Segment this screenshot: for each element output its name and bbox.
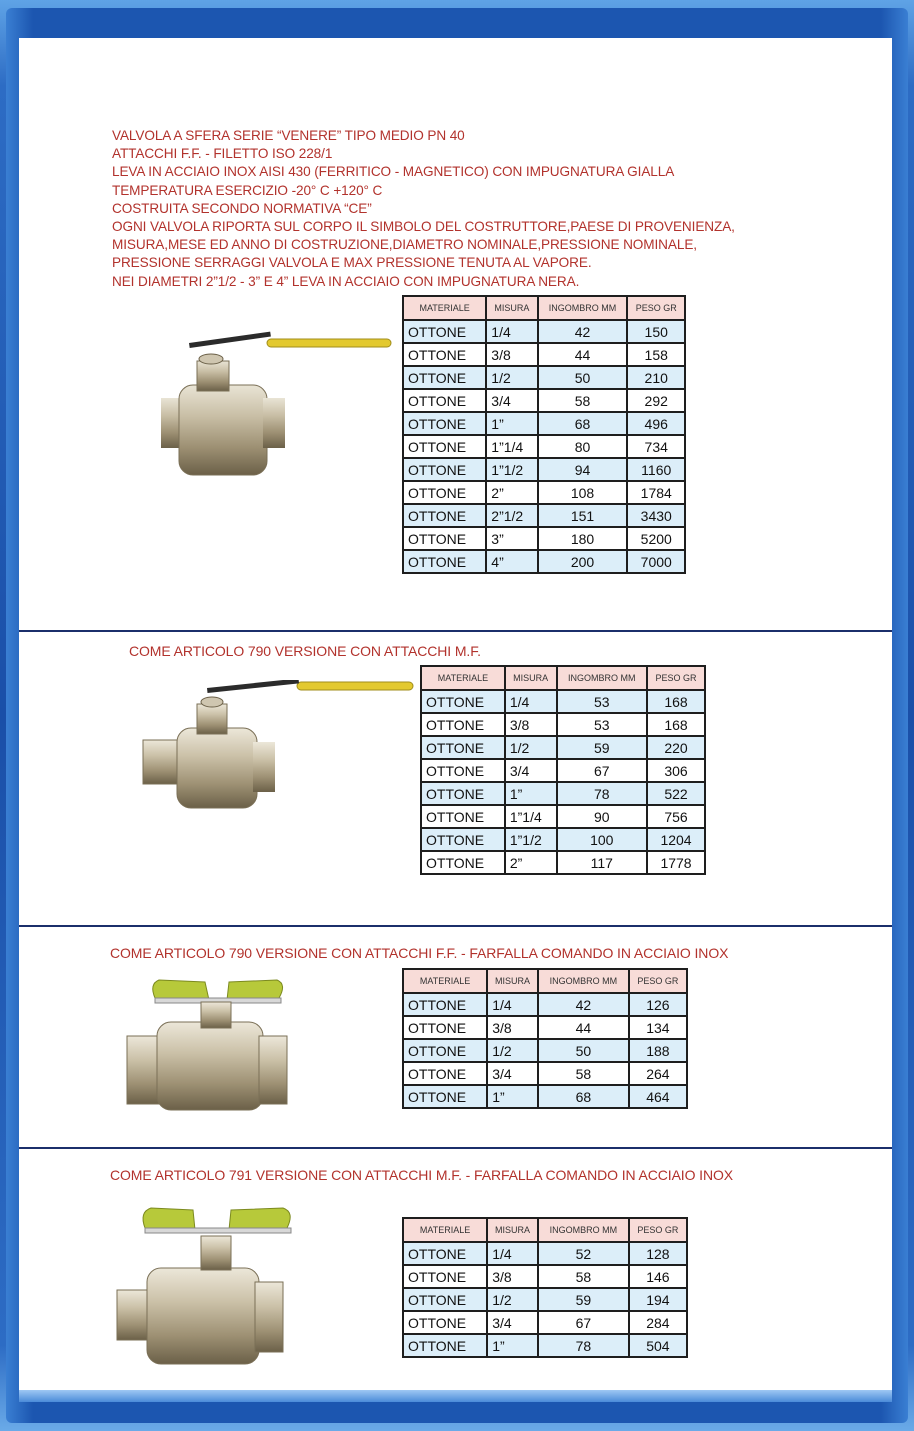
cell-peso: 210 <box>627 366 685 389</box>
cell-misura: 3/4 <box>505 759 557 782</box>
table-header-row <box>403 1218 687 1242</box>
cell-materiale: OTTONE <box>421 828 505 851</box>
cell-materiale: OTTONE <box>421 851 505 874</box>
header-misura: MISURA <box>505 666 557 690</box>
cell-ingombro: 50 <box>538 366 628 389</box>
header-materiale: MATERIALE <box>403 1218 487 1242</box>
table-row <box>421 851 705 874</box>
spec-table-4 <box>402 1217 688 1358</box>
section3-caption: COME ARTICOLO 790 VERSIONE CON ATTACCHI F.F. - FARFALLA COMANDO IN ACCIAIO INOX <box>110 945 729 961</box>
header-misura: MISURA <box>486 296 537 320</box>
cell-materiale: OTTONE <box>403 1288 487 1311</box>
cell-misura: 3/8 <box>487 1265 538 1288</box>
cell-misura: 4” <box>486 550 537 573</box>
header-materiale: MATERIALE <box>403 969 487 993</box>
cell-misura: 1/2 <box>505 736 557 759</box>
table-header-row <box>421 666 705 690</box>
cell-materiale: OTTONE <box>403 435 486 458</box>
cell-ingombro: 117 <box>557 851 648 874</box>
frame-bottom-edge <box>19 1390 892 1402</box>
cell-ingombro: 44 <box>538 343 628 366</box>
cell-materiale: OTTONE <box>421 690 505 713</box>
cell-peso: 1204 <box>647 828 705 851</box>
description-line: MISURA,MESE ED ANNO DI COSTRUZIONE,DIAMETRO NOMINALE,PRESSIONE NOMINALE, <box>112 237 697 253</box>
cell-peso: 1778 <box>647 851 705 874</box>
ball-valve-lever-ff-icon <box>119 323 409 493</box>
cell-peso: 150 <box>627 320 685 343</box>
cell-peso: 496 <box>627 412 685 435</box>
cell-misura: 2” <box>505 851 557 874</box>
description-line: TEMPERATURA ESERCIZIO -20° C +120° C <box>112 182 383 198</box>
table-row <box>421 713 705 736</box>
header-peso: PESO GR <box>629 1218 687 1242</box>
cell-misura: 1/4 <box>487 993 538 1016</box>
cell-ingombro: 44 <box>538 1016 629 1039</box>
header-peso: PESO GR <box>629 969 687 993</box>
cell-materiale: OTTONE <box>403 343 486 366</box>
cell-ingombro: 200 <box>538 550 628 573</box>
section4-caption: COME ARTICOLO 791 VERSIONE CON ATTACCHI M.F. - FARFALLA COMANDO IN ACCIAIO INOX <box>110 1167 734 1183</box>
cell-peso: 7000 <box>627 550 685 573</box>
cell-materiale: OTTONE <box>421 736 505 759</box>
header-materiale: MATERIALE <box>421 666 505 690</box>
cell-peso: 168 <box>647 690 705 713</box>
cell-materiale: OTTONE <box>403 993 487 1016</box>
spec-table-3 <box>402 968 688 1109</box>
table-row <box>403 366 685 389</box>
section-divider <box>19 1147 892 1149</box>
table-row <box>403 1242 687 1265</box>
cell-peso: 128 <box>629 1242 687 1265</box>
cell-peso: 194 <box>629 1288 687 1311</box>
spec-table-1 <box>402 295 686 574</box>
table-row <box>403 458 685 481</box>
cell-peso: 146 <box>629 1265 687 1288</box>
cell-misura: 3/4 <box>487 1311 538 1334</box>
cell-misura: 1”1/4 <box>486 435 537 458</box>
table-row <box>403 550 685 573</box>
header-ingombro: INGOMBRO MM <box>538 296 628 320</box>
cell-misura: 1/4 <box>486 320 537 343</box>
cell-ingombro: 108 <box>538 481 628 504</box>
table-row <box>421 759 705 782</box>
cell-materiale: OTTONE <box>403 1085 487 1108</box>
cell-ingombro: 50 <box>538 1039 629 1062</box>
cell-ingombro: 58 <box>538 1062 629 1085</box>
ball-valve-lever-mf-icon <box>137 680 419 830</box>
cell-misura: 1” <box>487 1334 538 1357</box>
cell-ingombro: 59 <box>557 736 648 759</box>
cell-peso: 126 <box>629 993 687 1016</box>
cell-misura: 1” <box>487 1085 538 1108</box>
cell-peso: 734 <box>627 435 685 458</box>
cell-materiale: OTTONE <box>403 1016 487 1039</box>
cell-peso: 522 <box>647 782 705 805</box>
table-header-row <box>403 296 685 320</box>
cell-materiale: OTTONE <box>403 1265 487 1288</box>
table-row <box>403 1016 687 1039</box>
cell-peso: 504 <box>629 1334 687 1357</box>
ball-valve-butterfly-mf-icon <box>111 1202 311 1370</box>
header-ingombro: INGOMBRO MM <box>557 666 648 690</box>
table-row <box>421 805 705 828</box>
table-row <box>403 412 685 435</box>
product-description <box>112 127 735 291</box>
ball-valve-butterfly-ff-icon <box>119 972 319 1112</box>
cell-ingombro: 52 <box>538 1242 629 1265</box>
cell-ingombro: 53 <box>557 690 648 713</box>
table-row <box>403 1334 687 1357</box>
cell-misura: 1”1/4 <box>505 805 557 828</box>
table-header-row <box>403 969 687 993</box>
cell-misura: 3/4 <box>486 389 537 412</box>
table-row <box>403 1265 687 1288</box>
cell-materiale: OTTONE <box>421 782 505 805</box>
table-row <box>421 690 705 713</box>
cell-ingombro: 78 <box>557 782 648 805</box>
spec-table-2 <box>420 665 706 875</box>
cell-ingombro: 78 <box>538 1334 629 1357</box>
cell-misura: 1” <box>486 412 537 435</box>
header-ingombro: INGOMBRO MM <box>538 969 629 993</box>
table-row <box>421 736 705 759</box>
cell-peso: 264 <box>629 1062 687 1085</box>
cell-misura: 1/2 <box>487 1039 538 1062</box>
cell-peso: 292 <box>627 389 685 412</box>
table-row <box>403 435 685 458</box>
cell-misura: 2” <box>486 481 537 504</box>
cell-materiale: OTTONE <box>403 1242 487 1265</box>
cell-materiale: OTTONE <box>403 389 486 412</box>
cell-peso: 284 <box>629 1311 687 1334</box>
cell-ingombro: 68 <box>538 412 628 435</box>
cell-peso: 756 <box>647 805 705 828</box>
cell-ingombro: 42 <box>538 320 628 343</box>
description-line: VALVOLA A SFERA SERIE “VENERE” TIPO MEDIO PN 40 <box>112 128 465 143</box>
header-peso: PESO GR <box>647 666 705 690</box>
cell-materiale: OTTONE <box>403 1334 487 1357</box>
table-row <box>403 389 685 412</box>
description-line: ATTACCHI F.F. - FILETTO ISO 228/1 <box>112 146 333 162</box>
header-ingombro: INGOMBRO MM <box>538 1218 629 1242</box>
cell-peso: 464 <box>629 1085 687 1108</box>
cell-peso: 220 <box>647 736 705 759</box>
table-row <box>421 782 705 805</box>
cell-misura: 1/2 <box>486 366 537 389</box>
description-line: LEVA IN ACCIAIO INOX AISI 430 (FERRITICO - MAGNETICO) CON IMPUGNATURA GIALLA <box>112 164 675 180</box>
cell-peso: 1784 <box>627 481 685 504</box>
cell-materiale: OTTONE <box>403 1062 487 1085</box>
table-row <box>403 527 685 550</box>
cell-ingombro: 42 <box>538 993 629 1016</box>
cell-materiale: OTTONE <box>403 504 486 527</box>
cell-ingombro: 67 <box>557 759 648 782</box>
cell-ingombro: 180 <box>538 527 628 550</box>
cell-materiale: OTTONE <box>403 1039 487 1062</box>
cell-materiale: OTTONE <box>421 759 505 782</box>
table-row <box>403 1039 687 1062</box>
table-row <box>403 1062 687 1085</box>
cell-peso: 158 <box>627 343 685 366</box>
header-misura: MISURA <box>487 969 538 993</box>
cell-misura: 1”1/2 <box>486 458 537 481</box>
catalog-page <box>19 38 892 1390</box>
cell-peso: 188 <box>629 1039 687 1062</box>
description-line: OGNI VALVOLA RIPORTA SUL CORPO IL SIMBOLO DEL COSTRUTTORE,PAESE DI PROVENIENZA, <box>112 219 735 235</box>
cell-misura: 3/8 <box>505 713 557 736</box>
cell-materiale: OTTONE <box>421 713 505 736</box>
table-row <box>403 1311 687 1334</box>
cell-ingombro: 58 <box>538 1265 629 1288</box>
section2-caption: COME ARTICOLO 790 VERSIONE CON ATTACCHI M.F. <box>129 643 481 659</box>
cell-ingombro: 90 <box>557 805 648 828</box>
cell-materiale: OTTONE <box>403 1311 487 1334</box>
cell-peso: 3430 <box>627 504 685 527</box>
cell-misura: 1” <box>505 782 557 805</box>
table-row <box>403 320 685 343</box>
cell-ingombro: 67 <box>538 1311 629 1334</box>
cell-misura: 2”1/2 <box>486 504 537 527</box>
table-row <box>403 1085 687 1108</box>
section-divider <box>19 630 892 632</box>
table-row <box>403 1288 687 1311</box>
cell-misura: 3/8 <box>487 1016 538 1039</box>
cell-peso: 1160 <box>627 458 685 481</box>
cell-materiale: OTTONE <box>403 550 486 573</box>
cell-materiale: OTTONE <box>403 527 486 550</box>
cell-ingombro: 100 <box>557 828 648 851</box>
description-line: PRESSIONE SERRAGGI VALVOLA E MAX PRESSIONE TENUTA AL VAPORE. <box>112 255 592 271</box>
cell-misura: 1/4 <box>487 1242 538 1265</box>
cell-peso: 168 <box>647 713 705 736</box>
header-materiale: MATERIALE <box>403 296 486 320</box>
cell-misura: 3/4 <box>487 1062 538 1085</box>
cell-ingombro: 94 <box>538 458 628 481</box>
cell-materiale: OTTONE <box>403 366 486 389</box>
cell-misura: 1”1/2 <box>505 828 557 851</box>
header-misura: MISURA <box>487 1218 538 1242</box>
description-line: NEI DIAMETRI 2”1/2 - 3” E 4” LEVA IN ACCIAIO CON IMPUGNATURA NERA. <box>112 273 580 289</box>
cell-ingombro: 151 <box>538 504 628 527</box>
cell-misura: 1/2 <box>487 1288 538 1311</box>
section-divider <box>19 925 892 927</box>
table-row <box>403 504 685 527</box>
cell-ingombro: 59 <box>538 1288 629 1311</box>
cell-peso: 5200 <box>627 527 685 550</box>
cell-peso: 306 <box>647 759 705 782</box>
cell-ingombro: 80 <box>538 435 628 458</box>
table-row <box>421 828 705 851</box>
cell-materiale: OTTONE <box>403 481 486 504</box>
cell-materiale: OTTONE <box>403 458 486 481</box>
description-line: COSTRUITA SECONDO NORMATIVA “CE” <box>112 200 372 216</box>
cell-materiale: OTTONE <box>403 412 486 435</box>
table-row <box>403 993 687 1016</box>
cell-materiale: OTTONE <box>403 320 486 343</box>
header-peso: PESO GR <box>627 296 685 320</box>
cell-ingombro: 53 <box>557 713 648 736</box>
table-row <box>403 481 685 504</box>
cell-ingombro: 58 <box>538 389 628 412</box>
cell-peso: 134 <box>629 1016 687 1039</box>
cell-misura: 3” <box>486 527 537 550</box>
cell-misura: 3/8 <box>486 343 537 366</box>
cell-misura: 1/4 <box>505 690 557 713</box>
table-row <box>403 343 685 366</box>
cell-materiale: OTTONE <box>421 805 505 828</box>
cell-ingombro: 68 <box>538 1085 629 1108</box>
